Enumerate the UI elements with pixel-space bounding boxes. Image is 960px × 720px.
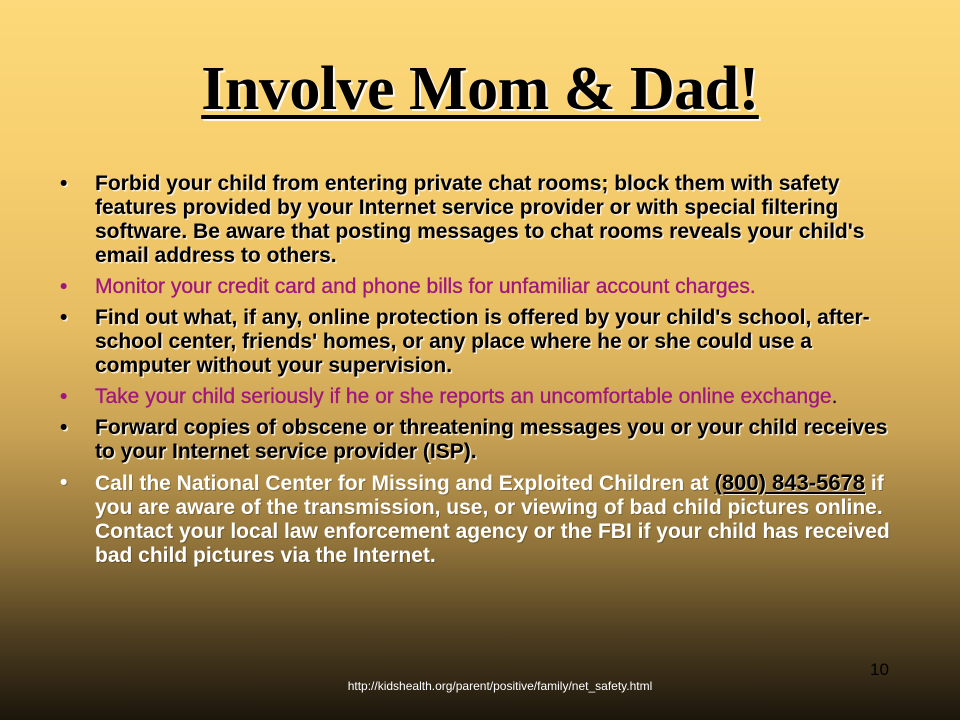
bullet-item-chat-rooms [60,172,910,268]
slide-title: Involve Mom & Dad! [201,55,759,123]
bullet-item-take-seriously [60,385,910,409]
bullet-icon: • [60,306,68,329]
bullet-text: Forward copies of obscene or threatening messages you or your child receives to your Internet service provider (ISP). [95,416,888,463]
bullet-icon: • [60,471,68,494]
bullet-icon: • [60,385,68,408]
bullet-item-call-ncmec [60,471,910,568]
bullet-item-forward-messages [60,416,910,464]
phone-number-link[interactable]: (800) 843-5678 [714,470,866,495]
bullet-text-after: if you are aware of the transmission, use, or viewing of bad child pictures online. Contact your local law enforcement agency or the FBI if your child has received bad child pictures via the Internet. [95,472,890,567]
bullet-icon: • [60,275,68,298]
bullet-text: Take your child seriously if he or she reports an uncomfortable online exchange [95,385,832,408]
bullet-text-before: Call the National Center for Missing and Exploited Children at [95,472,715,495]
bullet-icon: • [60,416,68,439]
bullet-item-online-protection [60,306,910,378]
source-url: http://kidshealth.org/parent/positive/family/net_safety.html [347,679,653,693]
bullet-icon: • [60,172,68,195]
bullet-text: Monitor your credit card and phone bills for unfamiliar account charges. [95,275,756,298]
page-number: 10 [870,660,889,679]
bullet-list [60,172,910,575]
bullet-trailing-period: . [831,385,838,408]
bullet-text: Find out what, if any, online protection is offered by your child's school, after-school center, friends' homes, or any place where he or she could use a computer without your supervision. [95,306,870,377]
bullet-text: Forbid your child from entering private chat rooms; block them with safety features provided by your Internet service provider or with special filtering software. Be aware that posting messages to chat rooms reveals your child's email address to others. [95,172,865,267]
bullet-item-monitor-bills [60,275,910,299]
